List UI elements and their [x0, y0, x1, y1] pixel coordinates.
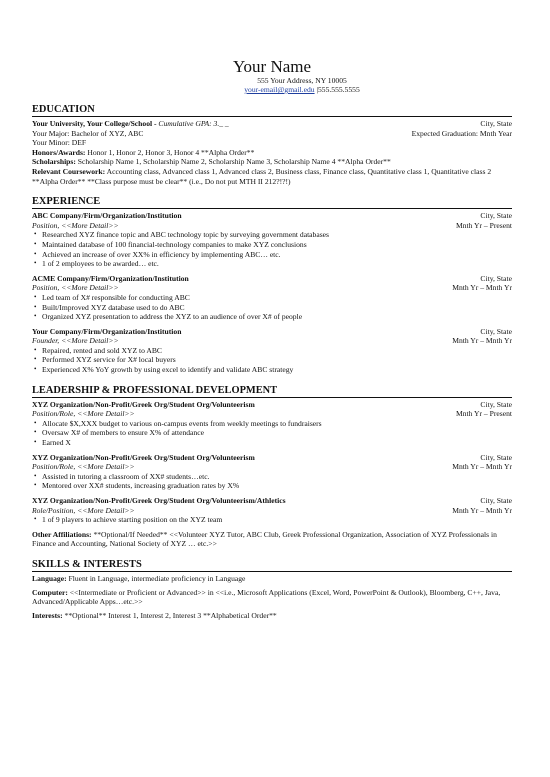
date-range: Mnth Yr – Mnth Yr: [452, 283, 512, 293]
org-name: Your Company/Firm/Organization/Institution: [32, 326, 182, 336]
scholarships-line: [32, 157, 512, 167]
position-title: Role/Position, <<More Detail>>: [32, 505, 135, 515]
bullet-item: • 1 of 2 employees to be awarded… etc.: [42, 259, 512, 269]
experience-section: [32, 196, 512, 375]
coursework-line: [32, 167, 512, 186]
org-location: City, State: [480, 452, 512, 462]
school-location: City, State: [480, 119, 512, 128]
bullet-item: • Oversaw X# of members to ensure X% of attendance: [42, 428, 512, 438]
interests-label: Interests:: [32, 610, 63, 620]
coursework-label: Relevant Coursework:: [32, 166, 106, 176]
affiliations-text: **Optional/If Needed** <<Volunteer XYZ Tutor, ABC Club, Greek Professional Organization, Association of XYZ Professionals in Finance and Accounting, National Society of XYZ … etc.>>: [32, 529, 497, 549]
experience-title: EXPERIENCE: [32, 196, 512, 209]
school-name: Your University, Your College/School -: [32, 119, 157, 128]
minor: Your Minor: DEF: [32, 138, 87, 148]
bullet-list: [32, 472, 512, 491]
affiliations-line: [32, 530, 512, 549]
position-title: Founder, <<More Detail>>: [32, 336, 119, 346]
org-location: City, State: [480, 496, 512, 505]
bullet-list: [32, 346, 512, 375]
major-row: [32, 129, 512, 139]
date-range: Mnth Yr – Mnth Yr: [452, 505, 512, 515]
bullet-item: • Earned X: [42, 438, 512, 448]
major: Your Major: Bachelor of XYZ, ABC: [32, 128, 144, 138]
honors-label: Honors/Awards:: [32, 147, 86, 157]
honors-text: Honor 1, Honor 2, Honor 3, Honor 4 **Alpha Order**: [85, 147, 255, 157]
contact-line: [32, 85, 512, 94]
computer-label: Computer:: [32, 587, 68, 597]
bullet-item: • Organized XYZ presentation to address the XYZ to an audience of over X# of people: [42, 312, 512, 322]
leadership-entry: [32, 453, 512, 491]
gpa: Cumulative GPA: 3._ _: [156, 119, 229, 128]
leadership-entry: [32, 496, 512, 525]
leadership-section: [32, 385, 512, 549]
candidate-name: Your Name: [232, 57, 312, 76]
email-link[interactable]: your-email@gmail.edu: [244, 85, 315, 94]
bullet-item: • Maintained database of 100 financial-technology companies to make XYZ conclusions: [42, 240, 512, 250]
education-section: [32, 104, 512, 186]
bullet-item: • 1 of 9 players to achieve starting position on the XYZ team: [42, 515, 512, 525]
date-range: Mnth Yr – Mnth Yr: [452, 336, 512, 346]
affiliations-label: Other Affiliations:: [32, 529, 92, 539]
bullet-item: • Built/Improved XYZ database used to do ABC: [42, 303, 512, 313]
language-line: [32, 574, 512, 584]
skills-section: [32, 559, 512, 620]
computer-line: [32, 588, 512, 607]
position-title: Position/Role, <<More Detail>>: [32, 462, 135, 472]
bullet-item: • Mentored over XX# students, increasing graduation rates by X%: [42, 481, 512, 491]
skills-title: SKILLS & INTERESTS: [32, 559, 512, 572]
org-location: City, State: [480, 399, 512, 409]
position-title: Position, <<More Detail>>: [32, 220, 119, 230]
experience-entry: [32, 211, 512, 269]
graduation-date: Expected Graduation: Mnth Year: [411, 128, 512, 138]
experience-entry: [32, 274, 512, 322]
org-location: City, State: [480, 273, 512, 283]
bullet-item: • Researched XYZ finance topic and ABC technology topic by surveying government databases: [42, 230, 512, 240]
bullet-list: [32, 293, 512, 322]
bullet-item: • Performed XYZ service for X# local buyers: [42, 355, 512, 365]
scholarships-label: Scholarships:: [32, 157, 76, 167]
org-name: ACME Company/Firm/Organization/Institution: [32, 273, 189, 283]
experience-entry: [32, 327, 512, 375]
education-title: EDUCATION: [32, 104, 512, 117]
bullet-item: • Assisted in tutoring a classroom of XX# students…etc.: [42, 472, 512, 482]
org-location: City, State: [480, 326, 512, 336]
language-label: Language:: [32, 573, 67, 583]
org-name: XYZ Organization/Non-Profit/Greek Org/Student Org/Volunteerism: [32, 452, 255, 462]
date-range: Mnth Yr – Mnth Yr: [452, 462, 512, 472]
bullet-item: • Led team of X# responsible for conducting ABC: [42, 293, 512, 303]
date-range: Mnth Yr – Present: [455, 409, 512, 419]
bullet-list: [32, 230, 512, 268]
org-name: XYZ Organization/Non-Profit/Greek Org/Student Org/Volunteerism/Athletics: [32, 496, 286, 505]
school-row: [32, 119, 512, 129]
leadership-title: LEADERSHIP & PROFESSIONAL DEVELOPMENT: [32, 385, 512, 398]
language-text: Fluent in Language, intermediate proficiency in Language: [66, 573, 246, 583]
position-title: Position, <<More Detail>>: [32, 283, 119, 293]
bullet-item: • Allocate $X,XXX budget to various on-campus events from weekly meetings to fundraisers: [42, 419, 512, 429]
bullet-item: • Experienced X% YoY growth by using excel to identify and validate ABC strategy: [42, 365, 512, 375]
org-name: ABC Company/Firm/Organization/Institution: [32, 211, 182, 221]
honors-line: [32, 148, 512, 158]
bullet-list: [32, 419, 512, 448]
scholarships-text: Scholarship Name 1, Scholarship Name 2, Scholarship Name 3, Scholarship Name 4 **Alpha Order**: [75, 157, 391, 167]
interests-line: [32, 611, 512, 621]
leadership-entry: [32, 400, 512, 448]
interests-text: **Optional** Interest 1, Interest 2, Interest 3 **Alphabetical Order**: [62, 610, 277, 620]
position-title: Position/Role, <<More Detail>>: [32, 409, 135, 419]
org-location: City, State: [480, 211, 512, 221]
bullet-item: • Repaired, rented and sold XYZ to ABC: [42, 346, 512, 356]
computer-text: <<Intermediate or Proficient or Advanced>> in <<i.e., Microsoft Applications (Excel, Word, PowerPoint & Outlook), Bloomberg, C++, Java, Advanced/Applicable Apps…etc.>>: [32, 587, 501, 607]
address: 555 Your Address, NY 10005: [257, 76, 347, 85]
coursework-text: Accounting class, Advanced class 1, Advanced class 2, Business class, Finance class, Quantitative class 1, Quantitative class 2 **Alpha Order** **Class purpose must be clear** (i.e., Do not put MTH II 212?!?!): [32, 166, 492, 186]
org-name: XYZ Organization/Non-Profit/Greek Org/Student Org/Volunteerism: [32, 399, 255, 409]
resume-header: [32, 58, 512, 94]
phone: |555.555.5555: [314, 85, 360, 94]
bullet-list: [32, 515, 512, 525]
date-range: Mnth Yr – Present: [455, 220, 512, 230]
bullet-item: • Achieved an increase of over XX% in efficiency by implementing ABC… etc.: [42, 250, 512, 260]
